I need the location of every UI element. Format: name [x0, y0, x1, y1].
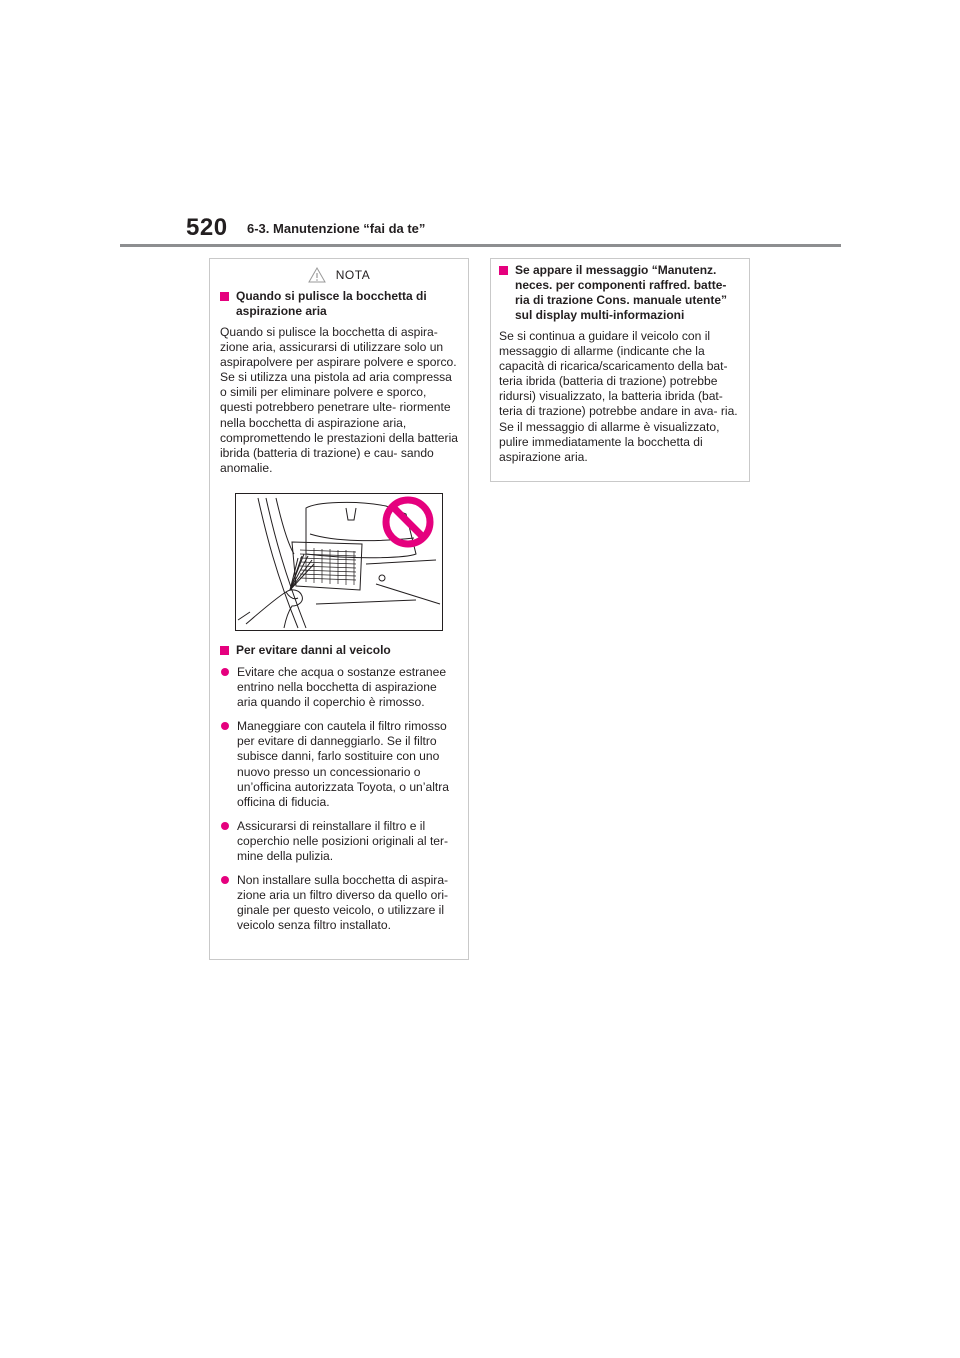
list-item: [220, 665, 458, 710]
list-item: [220, 819, 458, 864]
header-rule: [120, 244, 841, 247]
note-box: [209, 258, 469, 960]
air-intake-illustration: [235, 493, 443, 631]
list-item-text: Maneggiare con cautela il filtro rimosso per evitare di danneggiarlo. Se il filtro subisce danni, farlo sostituire con uno nuovo presso un concessionario o un’officina autorizzata Toyota, o un’altra officina di fiducia.: [237, 719, 449, 809]
heading-text: Per evitare danni al veicolo: [236, 642, 391, 657]
round-bullet-icon: [221, 722, 229, 730]
round-bullet-icon: [221, 668, 229, 676]
note-section1-heading: [220, 289, 458, 319]
list-item-text: Evitare che acqua o sostanze estranee entrino nella bocchetta di aspirazione aria quando il coperchio è rimosso.: [237, 664, 447, 710]
section-title: 6-3. Manutenzione “fai da te”: [247, 221, 426, 236]
note-label: NOTA: [335, 268, 371, 282]
air-intake-cleaning-drawing: [236, 494, 442, 630]
square-bullet-icon: [220, 292, 229, 301]
square-bullet-icon: [499, 266, 508, 275]
list-item-text: Assicurarsi di reinstallare il filtro e il coperchio nelle posizioni originali al ter- mine della pulizia.: [237, 818, 449, 863]
list-item: [220, 719, 458, 810]
side-body: Se si continua a guidare il veicolo con il messaggio di allarme (indicante che la capacità di ricarica/scaricamento della bat- teria ibrida (batteria di trazione) potrebbe ridursi) visualizzato, la batteria ibrida (bat- teria di trazione) potrebbe andare in ava- ria. Se il messaggio di allarme è visualizzato, pulire immediatamente la bocchetta di aspirazione aria.: [499, 329, 738, 464]
list-item: [220, 873, 458, 933]
prohibition-icon: [386, 500, 430, 544]
heading-text: Quando si pulisce la bocchetta di aspirazione aria: [236, 289, 427, 318]
list-item-text: Non installare sulla bocchetta di aspira- zione aria un filtro diverso da quello ori- ginale per questo veicolo, o utilizzare il veicolo senza filtro installato.: [237, 873, 449, 933]
heading-text: Se appare il messaggio “Manutenz. neces. per componenti raffred. batte- ria di trazione Cons. manuale utente” sul display multi-informazioni: [515, 263, 728, 322]
note-section2-heading: [220, 643, 458, 658]
page-number: 520: [186, 214, 228, 241]
side-heading: [499, 263, 741, 323]
note-header: [220, 261, 458, 289]
battery-message-box: [490, 258, 750, 482]
square-bullet-icon: [220, 646, 229, 655]
note-section1-body: Quando si pulisce la bocchetta di aspira- zione aria, assicurarsi di utilizzare solo un aspirapolvere per aspirare polvere e sporco. Se si utilizza una pistola ad aria compressa o simili per eliminare polvere e sporco, questi potrebbero penetrare ulte- riormente nella bocchetta di aspirazione aria, compromettendo le prestazioni della batteria ibrida (batteria di trazione) e cau- sando anomalie.: [220, 325, 458, 475]
round-bullet-icon: [221, 876, 229, 884]
round-bullet-icon: [221, 822, 229, 830]
warning-triangle-icon: [308, 267, 326, 283]
